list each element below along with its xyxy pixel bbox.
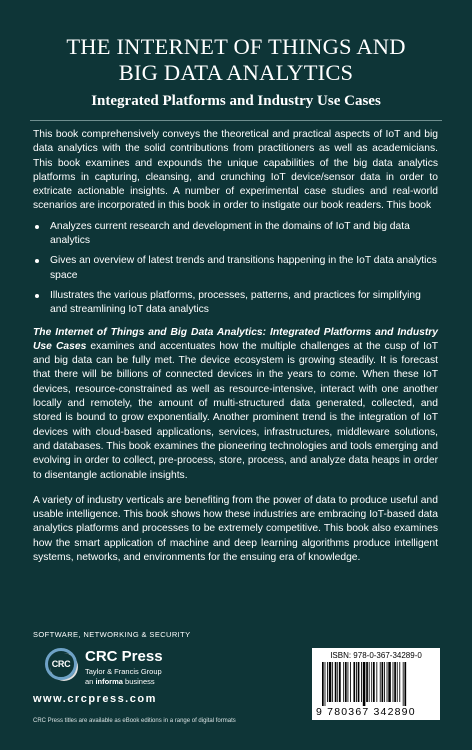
isbn-label: ISBN: 978-0-367-34289-0: [330, 651, 422, 660]
book-title: [0, 34, 472, 86]
publisher-parent: [85, 677, 155, 686]
publisher-name: CRC Press: [85, 648, 163, 665]
back-cover-description: [33, 128, 438, 565]
feature-item-1: Analyzes current research and development in the domains of IoT and big data analytics: [33, 220, 438, 249]
summary-paragraph: [33, 326, 438, 483]
book-subtitle: Integrated Platforms and Industry Use Cases: [91, 93, 381, 109]
parent-brand: informa: [95, 677, 123, 686]
industry-paragraph: A variety of industry verticals are benefiting from the power of data to produce useful and usable intelligence. This book shows how these industries are embracing IoT-based data analytics platforms and processes to be extremely competitive. This book also examines how the smart application of machine and deep learning algorithms produce intelligent systems, networks, and environments for the ensuing era of knowledge.: [33, 494, 438, 564]
feature-list: [33, 220, 438, 318]
barcode-icon: [322, 662, 430, 706]
title-line-2: BIG DATA ANALYTICS: [118, 60, 354, 85]
isbn-barcode: [312, 648, 440, 720]
publisher-website[interactable]: www.crcpress.com: [33, 693, 157, 705]
feature-item-3: Illustrates the various platforms, processes, patterns, and practices for simplifying and streamlining IoT data analytics: [33, 289, 438, 318]
title-divider: [30, 120, 442, 121]
book-title-emphasis: The Internet of Things and Big Data Analytics: Integrated Platforms and Industry Use Cases: [33, 326, 438, 352]
publisher-group: Taylor & Francis Group: [85, 667, 162, 676]
subject-category: SOFTWARE, NETWORKING & SECURITY: [33, 630, 191, 639]
parent-prefix: an: [85, 677, 96, 686]
title-line-1: THE INTERNET OF THINGS AND: [66, 34, 406, 59]
intro-paragraph: This book comprehensively conveys the theoretical and practical aspects of IoT and big data analytics with the solid contributions from practitioners as well as academicians. This book examines and expounds the unique capabilities of the big data analytics platforms in capturing, cleansing, and crunching IoT device/sensor data in order to extricate actionable insights. A number of experimental case studies and real-world scenarios are incorporated in this book in order to instigate our book readers. This book: [33, 129, 438, 212]
barcode-digits: 9 780367 342890: [316, 706, 416, 718]
ebook-note: CRC Press titles are available as eBook editions in a range of digital formats: [33, 718, 236, 724]
parent-suffix: business: [122, 677, 155, 686]
summary-text: examines and accentuates how the multiple challenges at the cusp of IoT and big data can be fully met. The device ecosystem is growing steadily. It is forecast that there will be billions of connected devices in the years to come. When these IoT devices, resource-constrained as well as resource-intensive, interact with one another locally and remotely, the amount of multi-structured data generated, collected, and stored is bound to grow exponentially. Another prominent trend is the integration of IoT devices with cloud-based applications, services, infrastructures, middleware solutions, and databases. This book examines the pioneering technologies and tools emerging and evolving in order to collect, pre-process, store, process, and analyze data heaps in order to disentangle actionable insights.: [33, 340, 439, 481]
crc-logo-icon: CRC: [45, 648, 77, 680]
feature-item-2: Gives an overview of latest trends and transitions happening in the IoT data analytics space: [33, 254, 438, 283]
